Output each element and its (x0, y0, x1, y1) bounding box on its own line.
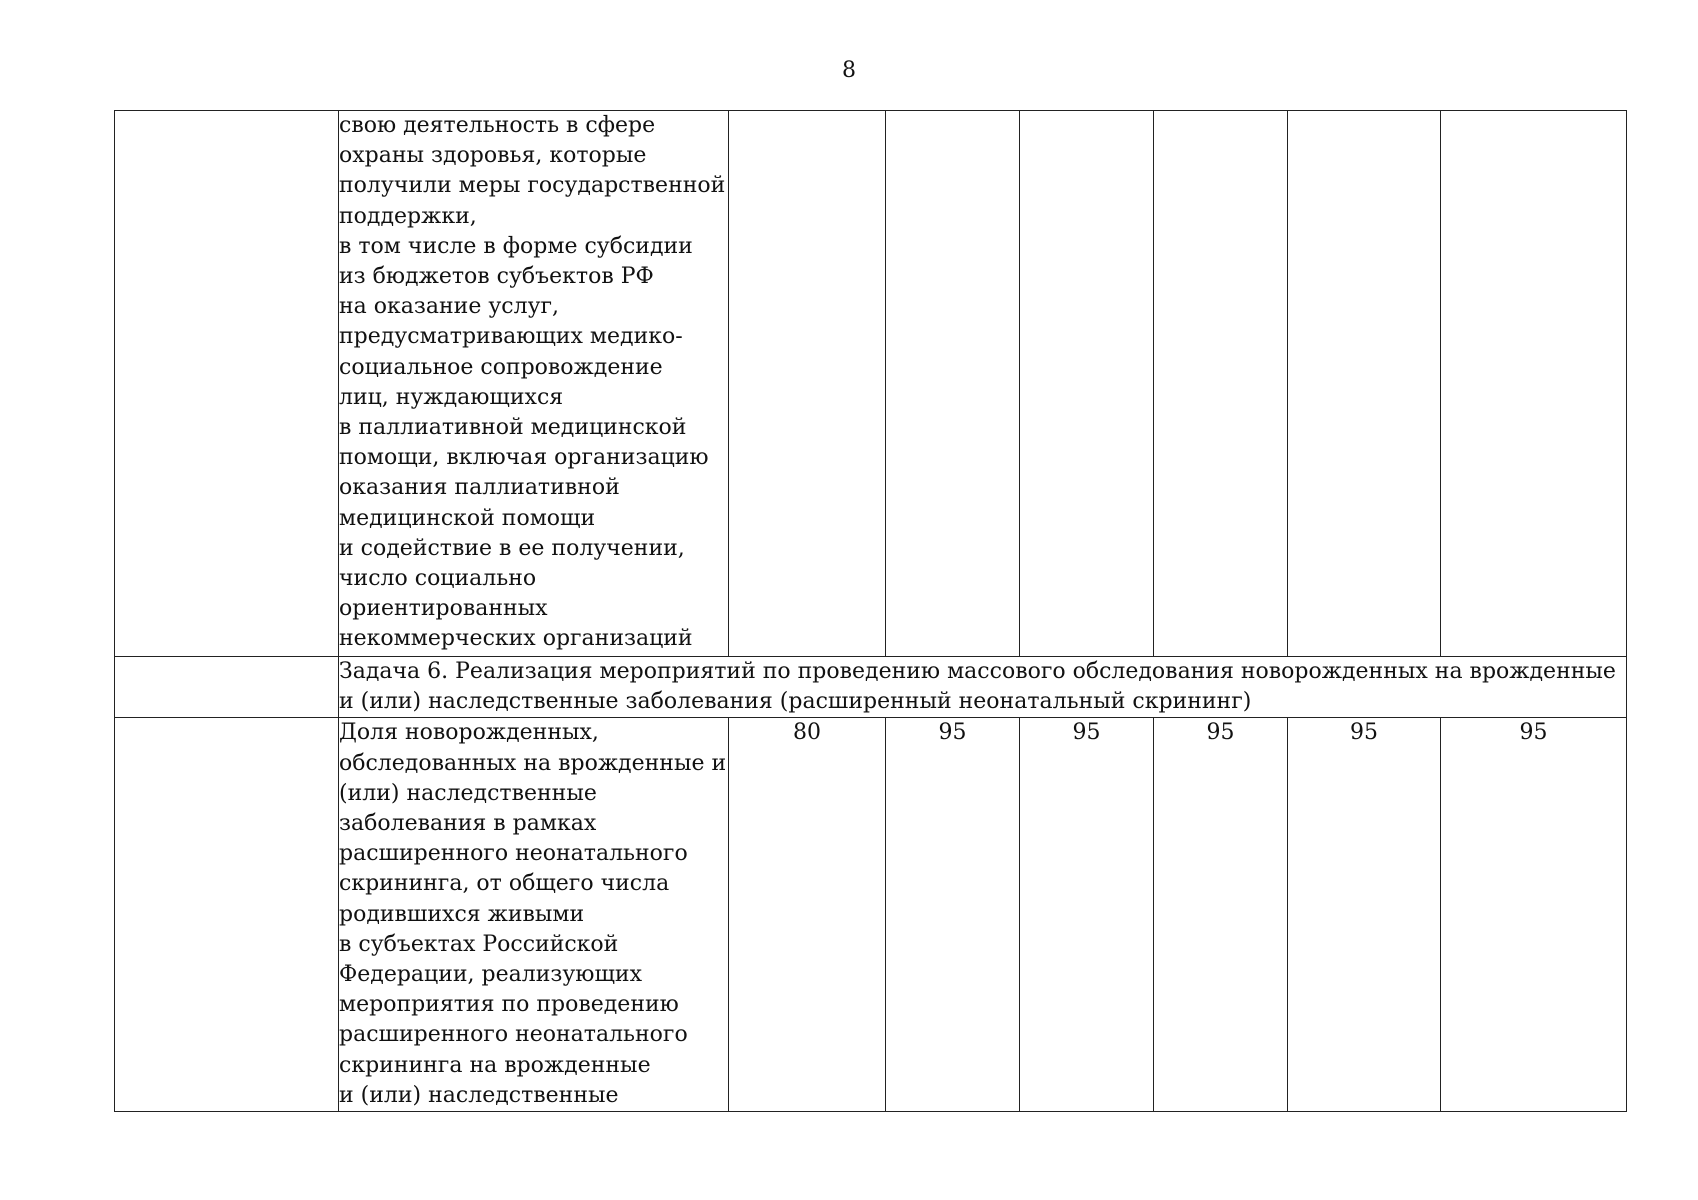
value-cell: 80 (729, 718, 886, 1112)
value-cell: 95 (1154, 718, 1288, 1112)
value-cell: 95 (1020, 718, 1154, 1112)
value-cell: 95 (1288, 718, 1441, 1112)
value-cell: 95 (886, 718, 1020, 1112)
value-cell (1154, 111, 1288, 657)
table-row (115, 111, 1627, 657)
value-cell: 95 (1441, 718, 1627, 1112)
value-cell (886, 111, 1020, 657)
task-row (115, 657, 1627, 718)
table-row (115, 718, 1627, 1112)
value-cell (729, 111, 886, 657)
indicator-cell: свою деятельность в сфере охраны здоровья, которые получили меры государственной поддержки, в том числе в форме субсидии из бюджетов субъектов РФ на оказание услуг, предусматривающих медико- социальное сопровождение лиц, нуждающихся в паллиативной медицинской помощи, включая организацию оказания паллиативной медицинской помощи и содействие в ее получении, число социально ориентированных некоммерческих организаций (339, 111, 729, 657)
table-cell-empty (115, 657, 339, 718)
table-cell-empty (115, 718, 339, 1112)
value-cell (1441, 111, 1627, 657)
page-number: 8 (842, 58, 856, 83)
value-cell (1020, 111, 1154, 657)
indicators-table (114, 110, 1627, 1112)
task-heading: Задача 6. Реализация мероприятий по проведению массового обследования новорожденных на врожденные и (или) наследственные заболевания (расширенный неонатальный скрининг) (339, 657, 1627, 718)
indicator-cell: Доля новорожденных, обследованных на врожденные и (или) наследственные заболевания в рамках расширенного неонатального скрининга, от общего числа родившихся живыми в субъектах Российской Федерации, реализующих мероприятия по проведению расширенного неонатального скрининга на врожденные и (или) наследственные (339, 718, 729, 1112)
value-cell (1288, 111, 1441, 657)
table-cell-empty (115, 111, 339, 657)
